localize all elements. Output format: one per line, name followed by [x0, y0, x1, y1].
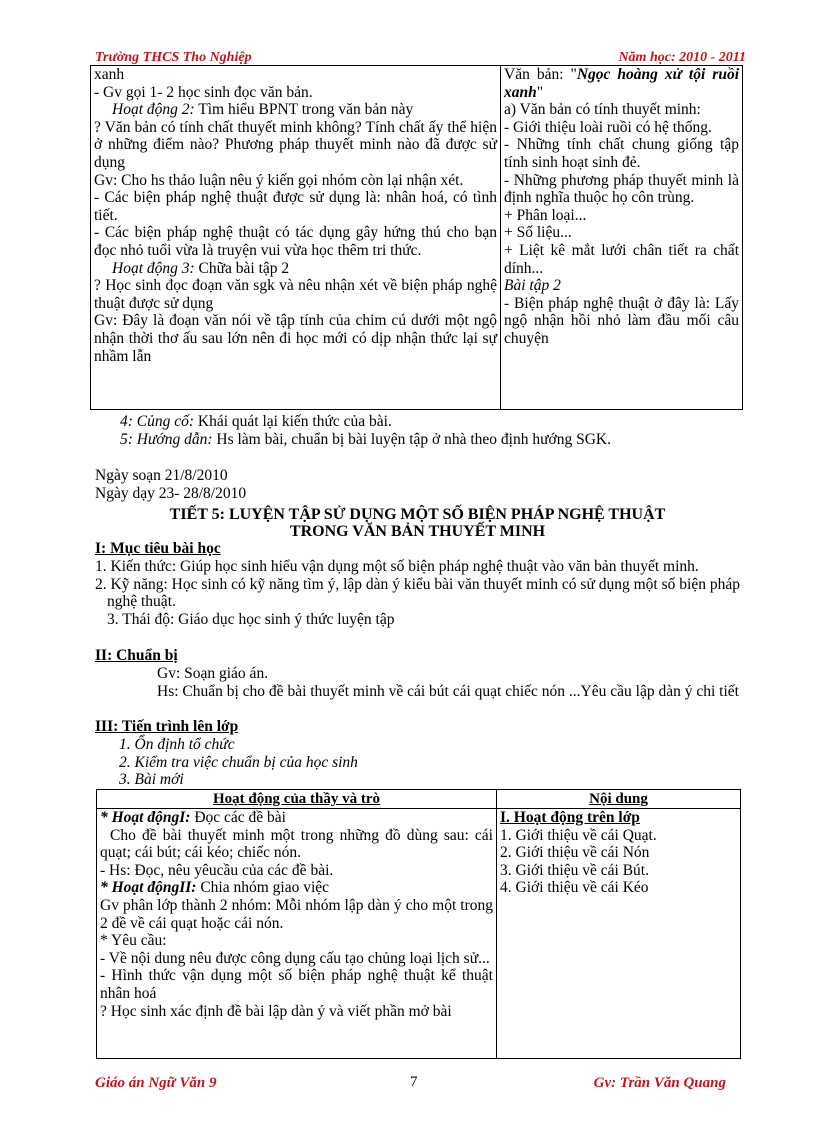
student-prep: Hs: Chuẩn bị cho đề bài thuyết minh về cái bút cái quạt chiếc nón ...Yêu cầu lập dàn ý chi tiết — [157, 682, 739, 700]
prep-date: Ngày soạn 21/8/2010 — [95, 467, 228, 484]
lesson-title-line1: TIẾT 5: LUYỆN TẬP SỬ DỤNG MỘT SỐ BIỆN PHÁP NGHỆ THUẬT — [169, 506, 666, 523]
lesson-table-continued — [90, 65, 743, 410]
content-item: 3. Giới thiệu về cái Bút. — [500, 861, 649, 879]
text-paragraph: - Về nội dung nêu được công dụng cấu tạo chủng loại lịch sử... — [100, 949, 490, 967]
objective-item: 3. Thái độ: Giáo dục học sinh ý thức luyện tập — [107, 611, 395, 629]
header-school-year: Năm học: 2010 - 2011 — [618, 50, 746, 65]
text-line: xanh — [94, 66, 125, 83]
text-paragraph: - Các biện pháp nghệ thuật có tác dụng gây hứng thú cho bạn đọc nhỏ tuổi vừa là truyện vui vừa học thêm tri thức. — [94, 224, 497, 259]
text-line: + Phân loại... — [504, 206, 587, 224]
activity-2-line — [94, 101, 497, 119]
section-heading: III: Tiến trình lên lớp — [95, 718, 239, 735]
activity-table — [96, 789, 741, 1059]
activity-text: Chữa bài tập 2 — [194, 259, 290, 277]
section-preparation — [95, 647, 740, 700]
lesson-title — [95, 506, 740, 540]
text-paragraph: - Những phương pháp thuyết minh là định nghĩa thuộc họ côn trùng. — [504, 171, 739, 207]
objective-item: 1. Kiến thức: Giúp học sinh hiểu vận dụng một số biện pháp nghệ thuật vào văn bản thuyết minh. — [95, 557, 699, 575]
text-paragraph: Gv: Đây là đoạn văn nói về tập tính của chim cú dưới một ngộ nhận thời thơ ấu sau lớn nên đi học mới có dịp nhận thức lại sự nhầm lẫn — [94, 312, 497, 365]
text-paragraph: - Giới thiệu loài ruồi có hệ thống. — [504, 118, 712, 136]
text-paragraph: - Hình thức vận dụng một số biện pháp nghệ thuật kể thuật nhân hoá — [100, 967, 493, 1002]
section-procedure — [95, 718, 740, 789]
text-paragraph: ? Học sinh xác định đề bài lập dàn ý và viết phần mở bài — [100, 1002, 452, 1020]
text-paragraph: - Các biện pháp nghệ thuật được sử dụng là: nhân hoá, có tình tiết. — [94, 189, 497, 224]
text-paragraph: ? Học sinh đọc đoạn văn sgk và nêu nhận xét về biện pháp nghệ thuật được sử dụng — [94, 277, 497, 312]
content-item: 1. Giới thiệu về cái Quạt. — [500, 826, 657, 844]
text-fragment: " — [536, 83, 544, 101]
activity-text: Đọc các đề bài — [190, 809, 286, 826]
consolidation-block — [95, 413, 740, 449]
section-heading: II: Chuẩn bị — [95, 647, 178, 664]
homework-line — [95, 431, 740, 449]
table1-right-cell — [501, 66, 743, 410]
text-paragraph: ? Văn bản có tính chất thuyết minh không? Tính chất ấy thể hiện ở những điểm nào? Phương pháp thuyết minh nào đã được sử dụng — [94, 118, 497, 171]
activity-text: Tìm hiểu BPNT trong văn bản này — [194, 101, 414, 119]
homework-text: Hs làm bài, chuẩn bị bài luyện tập ở nhà theo định hướng SGK. — [212, 430, 611, 448]
teacher-prep: Gv: Soạn giáo án. — [157, 664, 269, 682]
content-item: 4. Giới thiệu về cái Kéo — [500, 879, 649, 897]
table2-right-cell — [497, 809, 741, 1059]
text-paragraph: Gv: Cho hs thảo luận nêu ý kiến gọi nhóm còn lại nhận xét. — [94, 171, 464, 189]
footer-teacher: Gv: Trần Văn Quang — [593, 1075, 726, 1091]
table1-left-cell — [91, 66, 501, 410]
column-header-content: Nội dung — [497, 790, 741, 809]
text-paragraph: Cho đề bài thuyết minh một trong những đồ dùng sau: cái quạt; cái bút; cái kéo; chiếc nón. — [100, 826, 493, 862]
activity-label: Hoạt động 3: — [112, 259, 195, 277]
text-paragraph: - Biện pháp nghệ thuật ở đây là: Lấy ngộ nhận hồi nhỏ làm đầu mối câu chuyện — [504, 294, 739, 347]
text-paragraph: + Liệt kê mắt lưới chân tiết ra chất dính... — [504, 241, 739, 277]
text-paragraph: a) Văn bản có tính thuyết minh: — [504, 101, 701, 119]
objective-item: 2. Kỹ năng: Học sinh có kỹ năng tìm ý, lập dàn ý kiểu bài văn thuyết minh có sử dụng một số biện pháp nghệ thuật. — [95, 575, 740, 611]
procedure-step: 2. Kiểm tra việc chuẩn bị của học sinh — [119, 753, 358, 771]
text-line: - Hs: Đọc, nêu yêucầu của các đề bài. — [100, 861, 334, 879]
consolidation-text: Khái quát lại kiến thức của bài. — [194, 413, 392, 430]
teach-date: Ngày dạy 23- 28/8/2010 — [95, 484, 247, 502]
procedure-step: 1. Ổn định tổ chức — [119, 735, 235, 753]
text-line: - Gv gọi 1- 2 học sinh đọc văn bản. — [94, 83, 313, 101]
activity-label: Hoạt động 2: — [112, 101, 195, 119]
column-header-activities: Hoạt động của thầy và trò — [97, 790, 497, 809]
content-heading: I. Hoạt động trên lớp — [500, 809, 640, 826]
text-line: * Yêu cầu: — [100, 932, 167, 950]
homework-label: 5: Hướng dẫn: — [120, 430, 213, 448]
table2-left-cell — [97, 809, 497, 1059]
text-fragment: Văn bản: " — [504, 66, 577, 83]
lesson-title-line2: TRONG VĂN BẢN THUYẾT MINH — [289, 523, 546, 540]
activity-label: * Hoạt độngII: — [100, 879, 197, 897]
header-school: Trường THCS Tho Nghiệp — [95, 50, 252, 65]
dates-block — [95, 467, 740, 503]
text-paragraph: - Những tính chất chung giống tập tính sinh hoạt sinh đẻ. — [504, 136, 739, 171]
text-title-line — [504, 66, 739, 101]
text-line: + Số liệu... — [504, 224, 572, 242]
content-item: 2. Giới thiệu về cái Nón — [500, 844, 650, 862]
activity-2-line — [100, 879, 493, 897]
consolidation-label: 4: Củng cố: — [120, 413, 195, 430]
page-number: 7 — [410, 1074, 418, 1090]
text-title-italic: Ngọc hoàng xử tội ruồi xanh — [504, 66, 740, 101]
procedure-step: 3. Bài mới — [119, 771, 184, 789]
section-objectives — [95, 540, 740, 629]
footer-subject: Giáo án Ngữ Văn 9 — [95, 1075, 217, 1091]
activity-text: Chia nhóm giao việc — [196, 879, 330, 897]
activity-label: * Hoạt độngI: — [100, 809, 191, 826]
exercise-label: Bài tập 2 — [504, 277, 561, 295]
consolidation-line — [95, 413, 740, 431]
section-heading: I: Mục tiêu bài học — [95, 540, 221, 557]
text-paragraph: Gv phân lớp thành 2 nhóm: Mỗi nhóm lập dàn ý cho một trong 2 đề về cái quạt hoặc cái nón. — [100, 896, 493, 932]
activity-3-line — [94, 260, 497, 278]
activity-1-line — [100, 809, 493, 827]
